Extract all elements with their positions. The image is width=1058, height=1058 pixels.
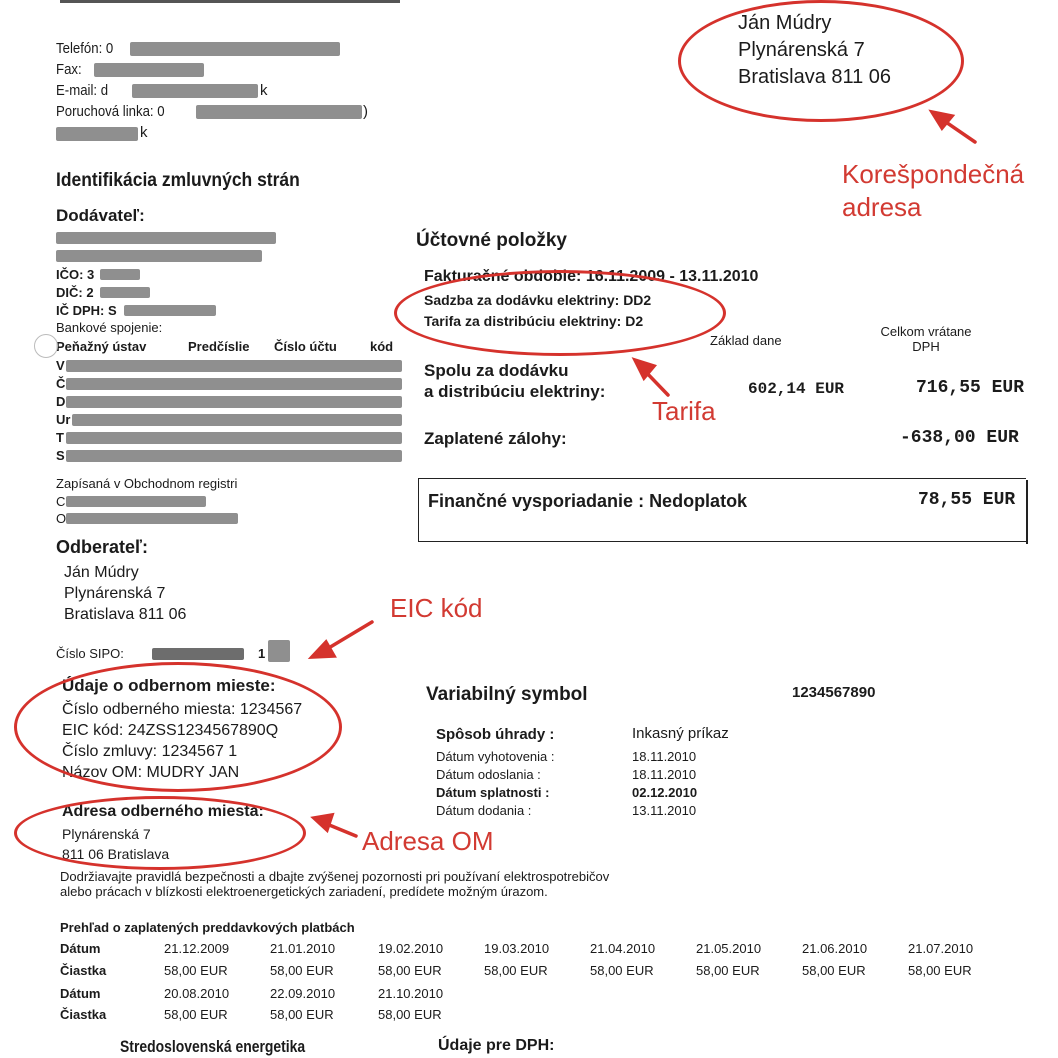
phone-line: Telefón: 0 xyxy=(56,40,114,57)
row2-label: Zaplatené zálohy: xyxy=(424,429,567,448)
prepay-amount-cell: 58,00 EUR xyxy=(908,963,972,978)
row2-total: -638,00 EUR xyxy=(900,428,1019,448)
date-sent-label: Dátum odoslania : xyxy=(436,767,541,782)
billing-tariff-label: Tarifa za distribúciu elektriny: xyxy=(424,313,622,329)
bank-header-code: kód xyxy=(370,339,394,354)
bank-row-letter: D xyxy=(56,394,66,409)
prepay-amount-cell: 58,00 EUR xyxy=(802,963,866,978)
safety-note-line1: Dodržiavajte pravidlá bezpečnosti a dbajte zvýšenej pozornosti pri používaní elektrospotrebičov xyxy=(60,869,610,884)
web-tail: k xyxy=(140,124,148,141)
hotline-tail: ) xyxy=(363,103,368,120)
registry-line-2: O xyxy=(56,511,67,526)
prepay-date-cell: 21.06.2010 xyxy=(802,941,868,956)
col-total-header-line2: DPH xyxy=(912,339,940,354)
address-arrowhead-icon xyxy=(314,815,332,830)
prepay-date-cell: 21.04.2010 xyxy=(590,941,656,956)
prepay-date-cell: 22.09.2010 xyxy=(270,986,336,1001)
bank-header-institution: Peňažný ústav xyxy=(56,339,147,354)
bank-header-prefix: Predčíslie xyxy=(188,339,250,354)
identification-title: Identifikácia zmluvných strán xyxy=(56,170,300,191)
bank-header-account: Číslo účtu xyxy=(274,339,337,354)
footer-logo-text: Stredoslovenská energetika xyxy=(120,1037,306,1056)
safety-note-line2: alebo prácach v blízkosti elektroenergetických zariadení, predídete možným úrazom. xyxy=(60,884,548,899)
dic-line: DIČ: 2 xyxy=(56,285,94,300)
vs-label: Variabilný symbol xyxy=(426,684,588,705)
row1-base: 602,14 EUR xyxy=(748,380,845,398)
supplier-label: Dodávateľ: xyxy=(56,206,145,225)
date-issued-label: Dátum vyhotovenia : xyxy=(436,749,555,764)
method-label: Spôsob úhrady : xyxy=(436,726,555,743)
prepay-row2-amount-label: Čiastka xyxy=(60,1007,107,1022)
bank-row-letter: Č xyxy=(56,376,66,391)
bank-row-letter: V xyxy=(56,358,65,373)
date-due-label: Dátum splatnosti : xyxy=(436,785,550,800)
delivery-address-city: 811 06 Bratislava xyxy=(62,846,170,862)
fax-line: Fax: xyxy=(56,61,82,78)
eic-annotation: EIC kód xyxy=(390,593,483,623)
hotline-line: Poruchová linka: 0 xyxy=(56,103,165,120)
icdph-line: IČ DPH: S xyxy=(56,303,117,318)
eic-arrowhead-icon xyxy=(312,642,334,657)
registry-line-1: C xyxy=(56,494,66,509)
date-due-value: 02.12.2010 xyxy=(632,785,698,800)
prepay-amount-cell: 58,00 EUR xyxy=(378,963,442,978)
billing-tariff-value: D2 xyxy=(625,313,644,329)
billing-title: Účtovné položky xyxy=(416,230,567,251)
customer-name: Ján Múdry xyxy=(64,564,139,581)
prepay-date-cell: 21.07.2010 xyxy=(908,941,974,956)
prepay-row2-date-label: Dátum xyxy=(60,986,101,1001)
date-delivered-label: Dátum dodania : xyxy=(436,803,532,818)
sipo-label: Číslo SIPO: xyxy=(56,646,124,661)
billing-rate-value: DD2 xyxy=(623,292,652,308)
footer-vat-label: Údaje pre DPH: xyxy=(438,1037,555,1054)
delivery-point-name: Názov OM: MUDRY JAN xyxy=(62,764,240,781)
sipo-tail: 1 xyxy=(258,646,266,661)
prepay-date-cell: 19.03.2010 xyxy=(484,941,550,956)
prepay-row1-date-label: Dátum xyxy=(60,941,101,956)
row1-label-line1: Spolu za dodávku xyxy=(424,361,569,380)
delivery-address-street: Plynárenská 7 xyxy=(62,826,151,842)
prepay-amount-cell: 58,00 EUR xyxy=(164,963,228,978)
delivery-address-annotation: Adresa OM xyxy=(362,826,494,856)
col-total-header-line1: Celkom vrátane xyxy=(880,324,972,339)
correspondence-name: Ján Múdry xyxy=(738,12,832,34)
delivery-point-eic: EIC kód: 24ZSS1234567890Q xyxy=(62,722,279,739)
email-line: E-mail: d xyxy=(56,82,109,99)
prepay-date-cell: 19.02.2010 xyxy=(378,941,444,956)
billing-rate-label: Sadzba za dodávku elektriny: xyxy=(424,292,620,308)
email-tail: k xyxy=(260,82,268,99)
prepay-amount-cell: 58,00 EUR xyxy=(164,1007,228,1022)
prepay-date-cell: 21.10.2010 xyxy=(378,986,444,1001)
correspondence-city: Bratislava 811 06 xyxy=(738,66,892,88)
prepayments-title: Prehľad o zaplatených preddavkových platbách xyxy=(60,920,355,935)
settlement-value: 78,55 EUR xyxy=(918,490,1016,510)
bank-row-letter: S xyxy=(56,448,65,463)
settlement-label: Finančné vysporiadanie : Nedoplatok xyxy=(428,491,748,511)
prepay-amount-cell: 58,00 EUR xyxy=(696,963,760,978)
prepay-date-cell: 21.12.2009 xyxy=(164,941,230,956)
date-delivered-value: 13.11.2010 xyxy=(632,803,697,818)
prepay-amount-cell: 58,00 EUR xyxy=(378,1007,442,1022)
ico-line: IČO: 3 xyxy=(56,267,95,282)
col-base-header: Základ dane xyxy=(710,333,782,348)
tariff-annotation: Tarifa xyxy=(652,396,716,426)
row1-total: 716,55 EUR xyxy=(916,378,1025,398)
date-sent-value: 18.11.2010 xyxy=(632,767,697,782)
row1-label-line2: a distribúciu elektriny: xyxy=(424,382,606,401)
prepay-date-cell: 21.01.2010 xyxy=(270,941,336,956)
vs-value: 1234567890 xyxy=(792,684,876,701)
customer-city: Bratislava 811 06 xyxy=(64,606,187,623)
billing-period-value: 16.11.2009 - 13.11.2010 xyxy=(585,268,759,285)
punch-hole-icon xyxy=(34,334,58,358)
delivery-point-number: Číslo odberného miesta: 1234567 xyxy=(62,701,303,718)
bank-title: Bankové spojenie: xyxy=(56,320,163,335)
customer-label: Odberateľ: xyxy=(56,537,148,557)
prepay-amount-cell: 58,00 EUR xyxy=(270,963,334,978)
registry-label: Zapísaná v Obchodnom registri xyxy=(56,476,238,491)
delivery-point-contract: Číslo zmluvy: 1234567 1 xyxy=(62,743,238,760)
prepay-amount-cell: 58,00 EUR xyxy=(270,1007,334,1022)
bank-row-letter: T xyxy=(56,430,64,445)
delivery-point-title: Údaje o odbernom mieste: xyxy=(62,676,276,695)
prepay-date-cell: 21.05.2010 xyxy=(696,941,762,956)
billing-period-label: Fakturačné obdobie: xyxy=(424,268,582,285)
method-value: Inkasný príkaz xyxy=(632,725,729,742)
prepay-amount-cell: 58,00 EUR xyxy=(484,963,548,978)
correspondence-street: Plynárenská 7 xyxy=(738,39,865,61)
prepay-date-cell: 20.08.2010 xyxy=(164,986,230,1001)
prepay-amount-cell: 58,00 EUR xyxy=(590,963,654,978)
prepay-row1-amount-label: Čiastka xyxy=(60,963,107,978)
bank-row-letter: Ur xyxy=(56,412,71,427)
correspondence-annotation-line2: adresa xyxy=(842,192,922,222)
correspondence-annotation-line1: Korešpondečná xyxy=(842,159,1025,189)
date-issued-value: 18.11.2010 xyxy=(632,749,697,764)
customer-street: Plynárenská 7 xyxy=(64,585,166,602)
delivery-address-title: Adresa odberného miesta: xyxy=(62,803,264,820)
